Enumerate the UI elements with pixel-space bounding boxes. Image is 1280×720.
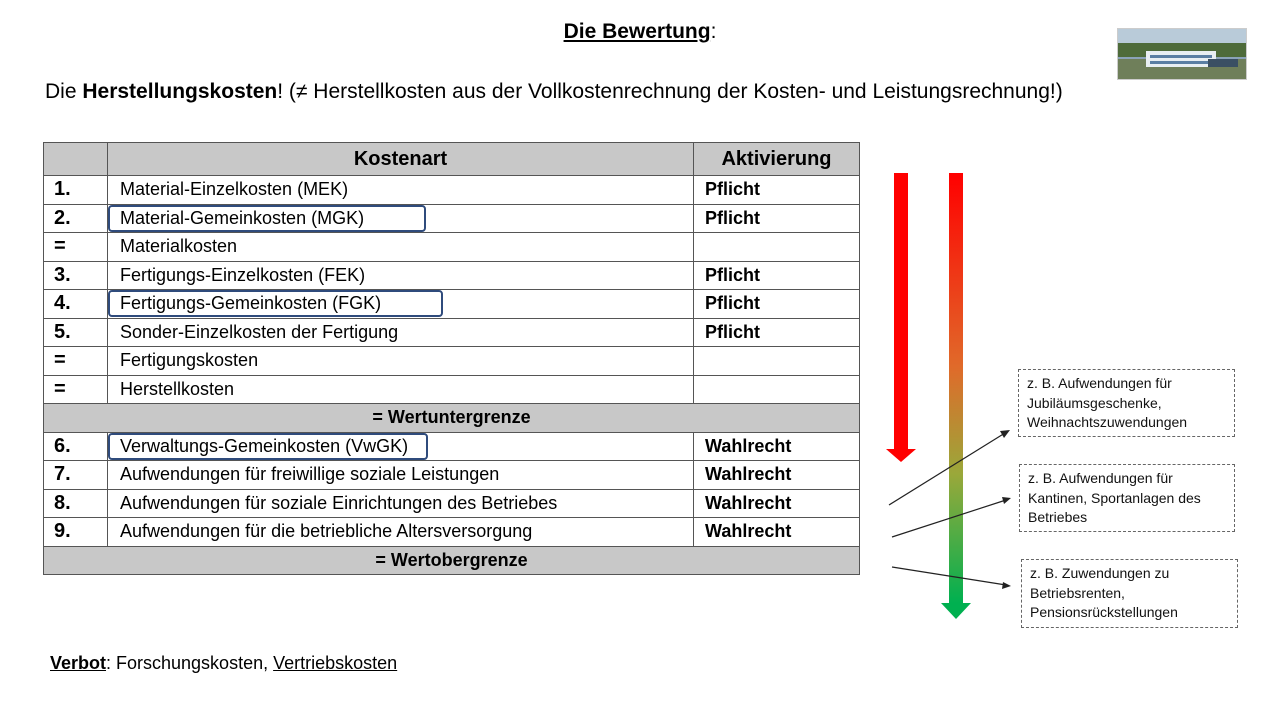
page-title: Die Bewertung: <box>563 20 717 43</box>
row-num: 8. <box>44 489 108 518</box>
row-aktivierung: Wahlrecht <box>694 461 860 490</box>
row-kostenart: Materialkosten <box>108 233 694 262</box>
row-num: 9. <box>44 518 108 547</box>
note-box-1: z. B. Aufwendungen für Jubiläumsgeschenke, Weihnachtszuwendungen <box>1018 369 1235 437</box>
row-num: 1. <box>44 176 108 205</box>
row-kostenart: Aufwendungen für die betriebliche Altersversorgung <box>108 518 694 547</box>
row-num: 3. <box>44 261 108 290</box>
row-num: 6. <box>44 432 108 461</box>
row-num: = <box>44 375 108 404</box>
highlight-box: Fertigungs-Gemeinkosten (FGK) <box>108 290 443 317</box>
row-aktivierung: Pflicht <box>694 290 860 319</box>
row-num: = <box>44 347 108 376</box>
row-num: 2. <box>44 204 108 233</box>
row-kostenart: Material-Einzelkosten (MEK) <box>108 176 694 205</box>
row-kostenart: Fertigungskosten <box>108 347 694 376</box>
band-label: = Wertobergrenze <box>44 546 860 575</box>
highlight-box: Material-Gemeinkosten (MGK) <box>108 205 426 232</box>
footer-verbot: Verbot: Forschungskosten, Vertriebskosten <box>50 653 398 673</box>
header-kostenart: Kostenart <box>108 143 694 176</box>
row-num: = <box>44 233 108 262</box>
row-kostenart: Fertigungs-Einzelkosten (FEK) <box>108 261 694 290</box>
row-kostenart: Aufwendungen für freiwillige soziale Leistungen <box>108 461 694 490</box>
subtitle: Die Herstellungskosten! (≠ Herstellkosten aus der Vollkostenrechnung der Kosten- und Leistungsrechnung!) <box>45 80 1063 103</box>
row-num: 7. <box>44 461 108 490</box>
row-aktivierung: Pflicht <box>694 318 860 347</box>
row-kostenart: Aufwendungen für soziale Einrichtungen des Betriebes <box>108 489 694 518</box>
band-label: = Wertuntergrenze <box>44 404 860 433</box>
row-num: 5. <box>44 318 108 347</box>
row-num: 4. <box>44 290 108 319</box>
row-aktivierung: Wahlrecht <box>694 489 860 518</box>
row-kostenart: Sonder-Einzelkosten der Fertigung <box>108 318 694 347</box>
red-down-arrow-icon <box>886 173 916 462</box>
note-box-2: z. B. Aufwendungen für Kantinen, Sportanlagen des Betriebes <box>1019 464 1235 532</box>
note-box-3: z. B. Zuwendungen zu Betriebsrenten, Pensionsrückstellungen <box>1021 559 1238 628</box>
row-aktivierung: Pflicht <box>694 176 860 205</box>
row-aktivierung: Pflicht <box>694 261 860 290</box>
row-aktivierung: Wahlrecht <box>694 432 860 461</box>
highlight-box: Verwaltungs-Gemeinkosten (VwGK) <box>108 433 428 460</box>
gradient-down-arrow-icon <box>941 173 971 619</box>
header-aktivierung: Aktivierung <box>694 143 860 176</box>
row-aktivierung: Pflicht <box>694 204 860 233</box>
row-aktivierung: Wahlrecht <box>694 518 860 547</box>
row-kostenart: Herstellkosten <box>108 375 694 404</box>
